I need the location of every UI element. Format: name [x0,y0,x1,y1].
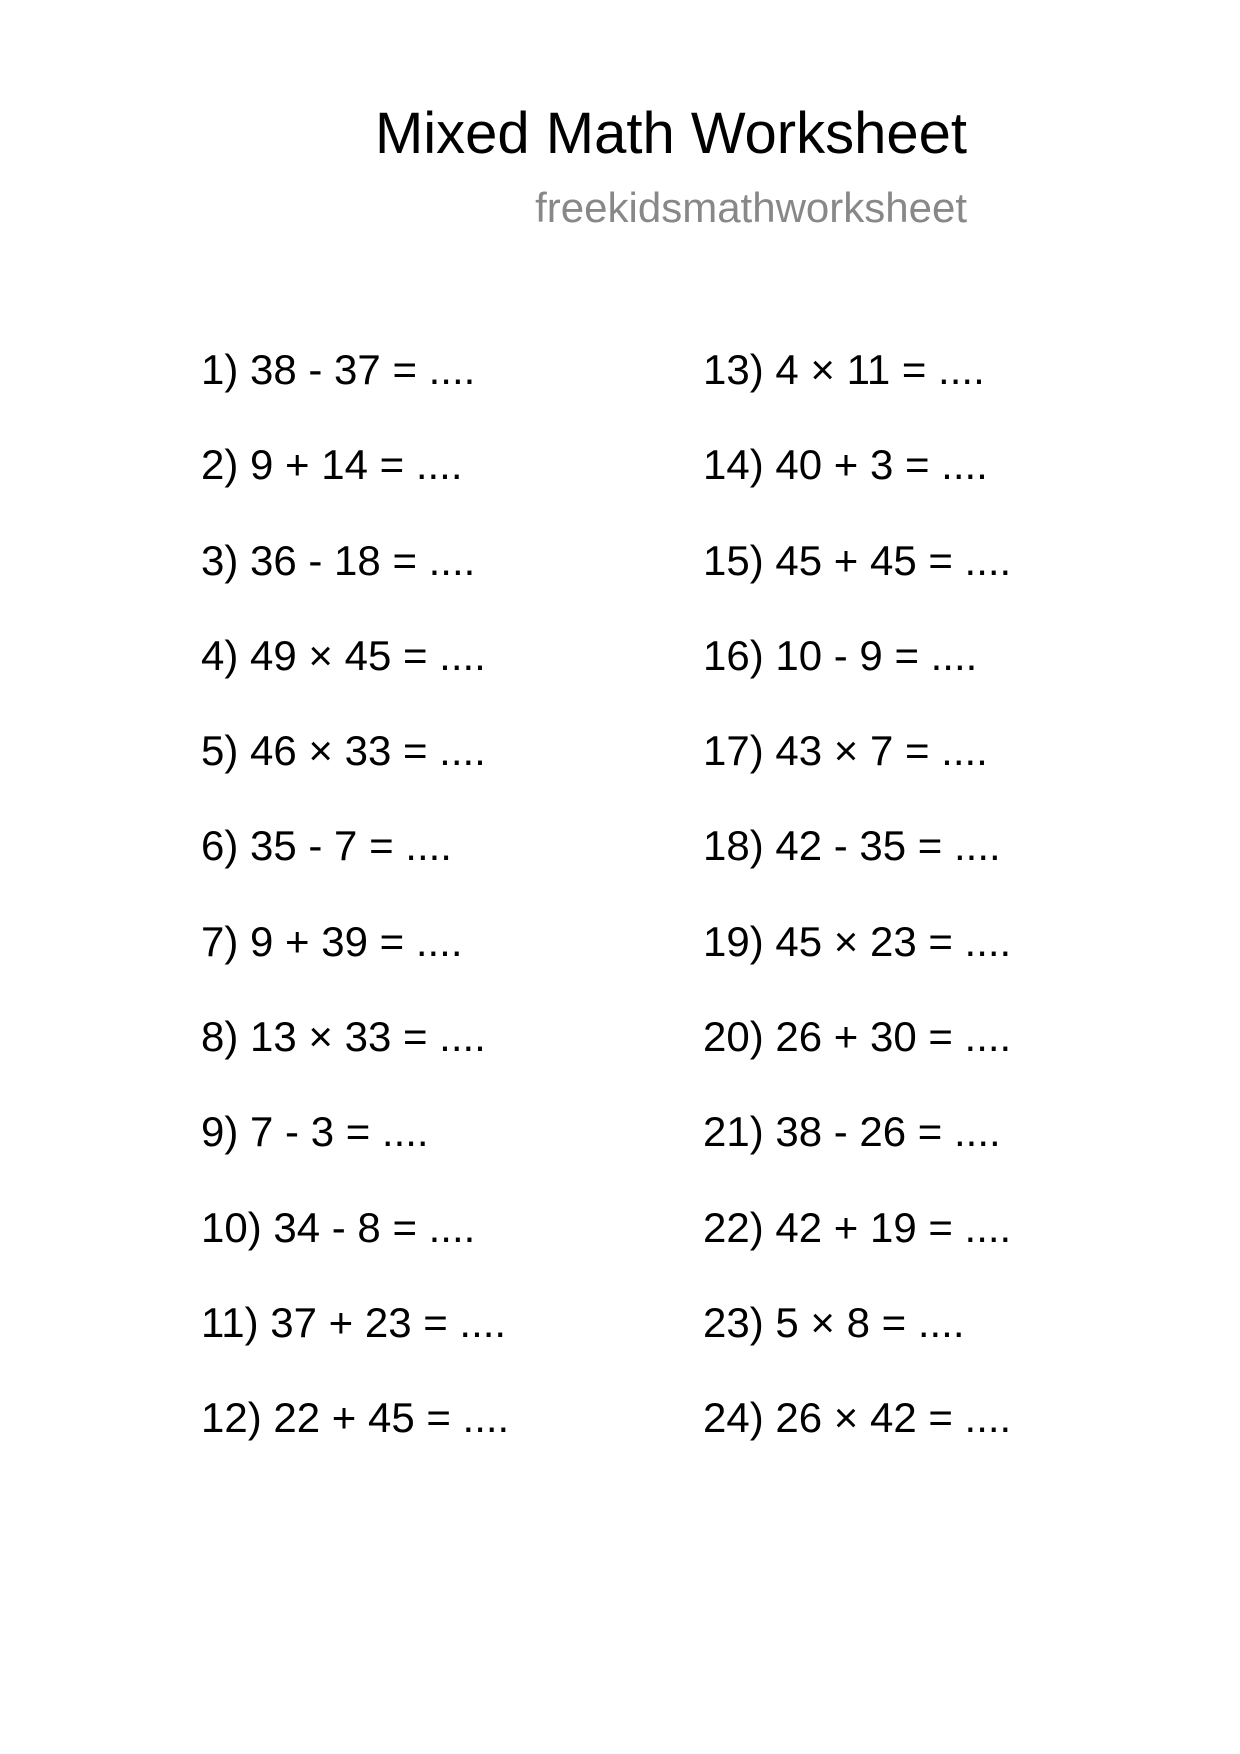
problem-column-left [201,345,509,1489]
problem-2: 2) 9 + 14 = .... [201,441,463,489]
problem-24: 24) 26 × 42 = .... [703,1394,1012,1442]
worksheet-subtitle: freekidsmathworksheet [535,184,967,231]
problem-3: 3) 36 - 18 = .... [201,536,476,584]
problem-9: 9) 7 - 3 = .... [201,1108,429,1156]
problem-15: 15) 45 + 45 = .... [703,536,1012,584]
problem-14: 14) 40 + 3 = .... [703,441,988,489]
problem-1: 1) 38 - 37 = .... [201,346,476,393]
problem-6: 6) 35 - 7 = .... [201,822,452,870]
problem-17: 17) 43 × 7 = .... [703,727,988,775]
problem-13: 13) 4 × 11 = .... [703,346,985,393]
problem-7: 7) 9 + 39 = .... [201,917,463,965]
problem-21: 21) 38 - 26 = .... [703,1108,1001,1156]
problem-18: 18) 42 - 35 = .... [703,822,1001,870]
problem-10: 10) 34 - 8 = .... [201,1203,476,1251]
problem-4: 4) 49 × 45 = .... [201,631,486,679]
problem-23: 23) 5 × 8 = .... [703,1298,965,1346]
problem-16: 16) 10 - 9 = .... [703,631,978,679]
problem-column-right [703,345,1011,1489]
problem-20: 20) 26 + 30 = .... [703,1013,1012,1061]
problem-12: 12) 22 + 45 = .... [201,1394,510,1442]
problem-22: 22) 42 + 19 = .... [703,1203,1012,1251]
problem-5: 5) 46 × 33 = .... [201,727,486,775]
worksheet-title: Mixed Math Worksheet [374,101,967,166]
problem-11: 11) 37 + 23 = .... [201,1298,507,1346]
problem-8: 8) 13 × 33 = .... [201,1013,486,1061]
problem-19: 19) 45 × 23 = .... [703,917,1012,965]
